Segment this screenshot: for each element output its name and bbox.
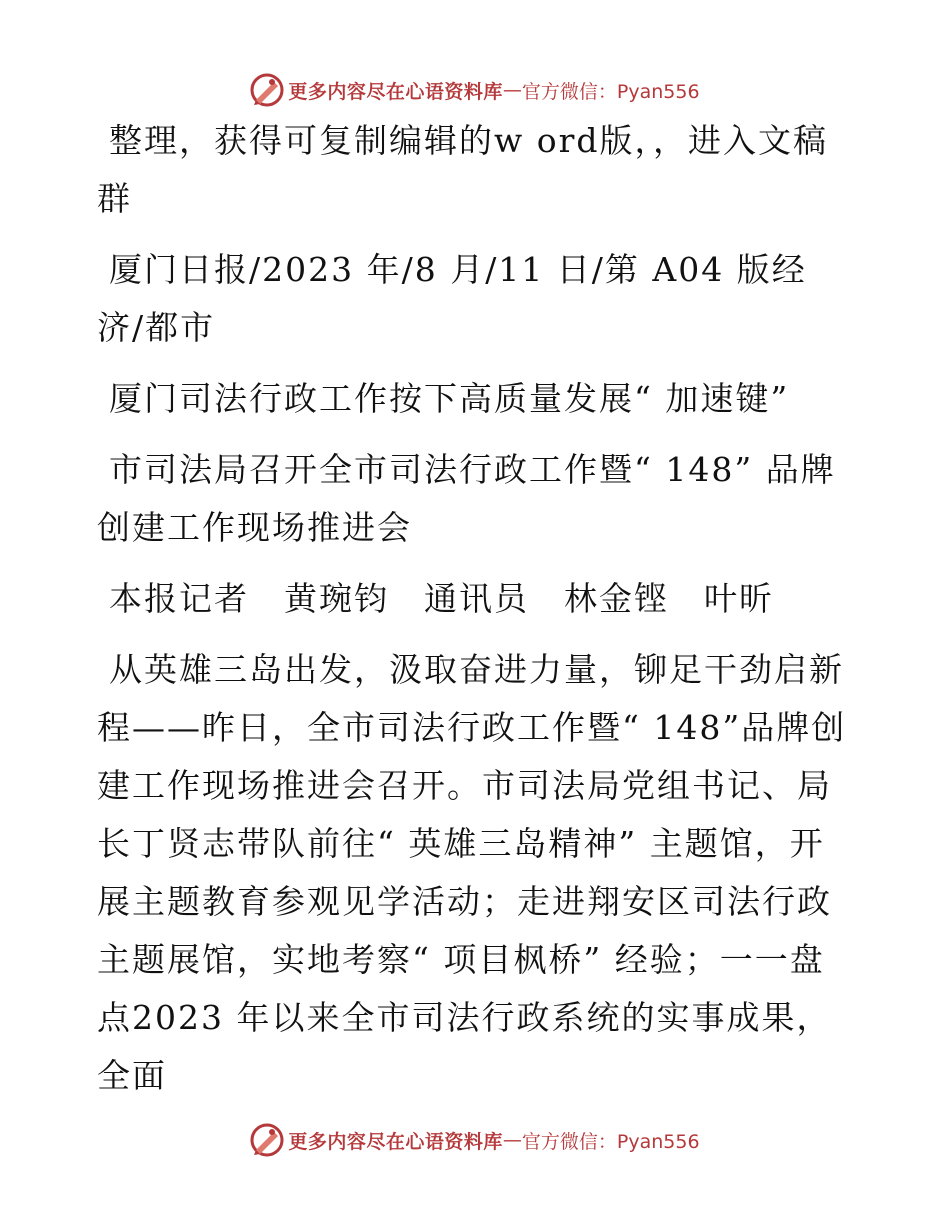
byline: 本报记者 黄琬钧 通讯员 林金铿 叶昕 xyxy=(109,579,774,618)
watermark-lead-text: 更多内容尽在心语资料库 xyxy=(288,1130,503,1153)
watermark-banner-bottom xyxy=(0,1120,950,1160)
pen-logo-icon xyxy=(250,73,284,107)
headline: 厦门司法行政工作按下高质量发展“ 加速键” xyxy=(109,379,790,418)
source-line: 厦门日报/2023 年/8 月/11 日/第 A04 版经济/都市 xyxy=(97,250,807,347)
watermark-banner-top xyxy=(0,70,950,110)
subheadline: 市司法局召开全市司法行政工作暨“ 148” 品牌创建工作现场推进会 xyxy=(97,450,836,547)
document-body xyxy=(97,112,852,1118)
watermark-lead-text: 更多内容尽在心语资料库 xyxy=(288,80,503,103)
watermark-separator: — xyxy=(502,1129,522,1151)
watermark-contact-text: 官方微信：Pyan556 xyxy=(521,1130,700,1153)
watermark-separator: — xyxy=(502,79,522,101)
body-paragraph: 从英雄三岛出发，汲取奋进力量，铆足干劲启新程——昨日，全市司法行政工作暨“ 148”品牌创建工作现场推进会召开。市司法局党组书记、局长丁贤志带队前往“ 英雄三岛精神” 主题馆，开展主题教育参观见学活动；走进翔安区司法行政主题展馆，实地考察“ 项目枫桥” 经验；一一盘点2023 年以来全市司法行政系统的实事成果，全面 xyxy=(97,650,847,1095)
intro-note: 整理，获得可复制编辑的w ord版，，进入文稿群 xyxy=(97,121,829,218)
pen-logo-icon xyxy=(250,1123,284,1157)
watermark-contact-text: 官方微信：Pyan556 xyxy=(521,80,700,103)
